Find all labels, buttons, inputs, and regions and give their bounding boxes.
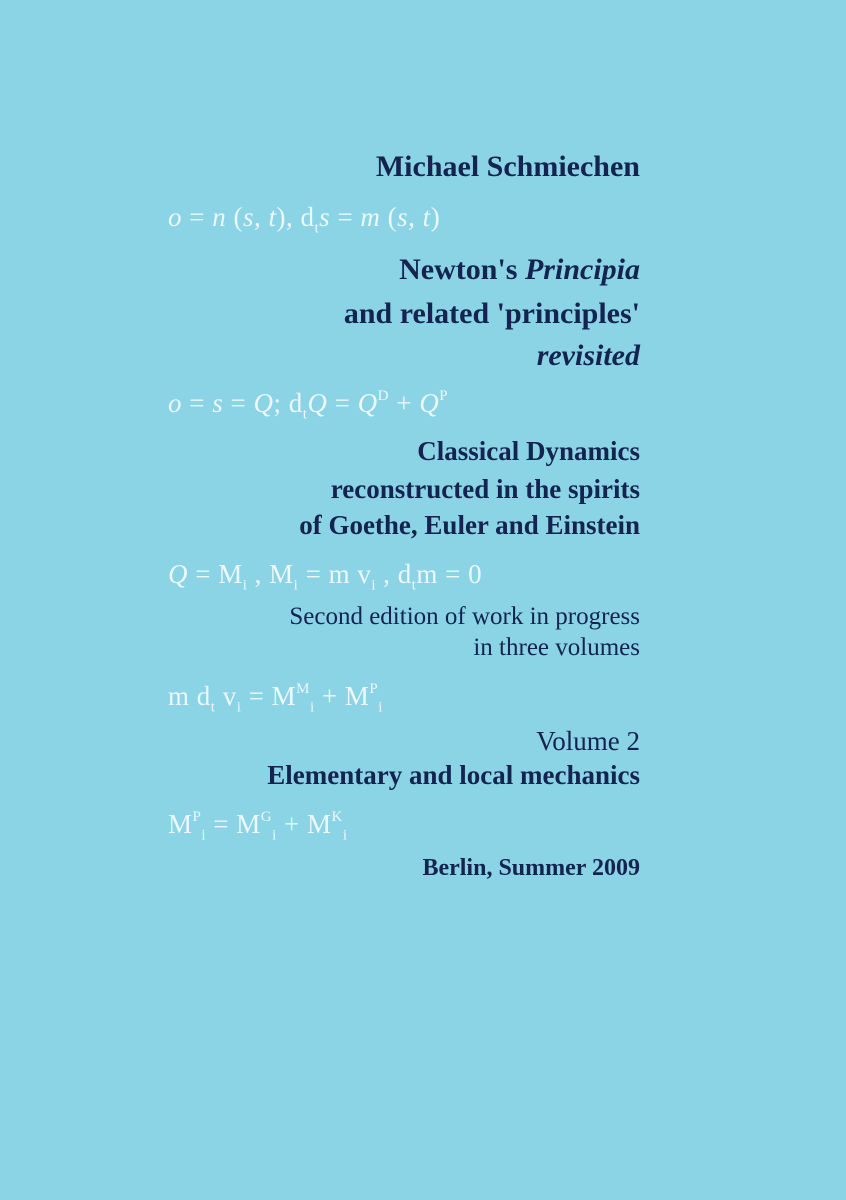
formula-part: i (371, 577, 376, 594)
formula-part: m = 0 (416, 559, 483, 589)
formula-part: s (319, 202, 331, 232)
formula-part: o (168, 388, 182, 418)
title-line-1 (399, 255, 640, 285)
formula-part: i (236, 699, 242, 716)
title-prefix: Newton's (399, 253, 525, 286)
formula-part: ; d (273, 388, 303, 418)
formula-part: i (293, 577, 299, 594)
formula-part: , M (247, 559, 294, 589)
formula-part: s, t (397, 202, 431, 232)
formula-part: = (182, 202, 213, 232)
volume-number: Volume 2 (536, 726, 640, 756)
formula-part: Q (307, 388, 328, 418)
formula-motion (168, 683, 383, 715)
edition-line-1: Second edition of work in progress (289, 603, 640, 630)
formula-quantity-balance (168, 390, 448, 422)
formula-kinematics (168, 204, 440, 236)
formula-part: + (389, 388, 420, 418)
subtitle-line-1: Classical Dynamics (417, 436, 640, 466)
title-line-2: and related 'principles' (343, 297, 640, 330)
formula-part: o (168, 202, 182, 232)
formula-part: m (360, 202, 381, 232)
formula-part: = m v (298, 559, 372, 589)
edition-line-2: in three volumes (473, 634, 640, 661)
formula-part: P (439, 388, 449, 404)
formula-part: i (242, 577, 248, 594)
formula-part: i (309, 699, 315, 716)
subtitle-line-2: reconstructed in the spirits (330, 474, 640, 504)
formula-part: ) (430, 202, 441, 232)
formula-part: + M (314, 681, 370, 711)
formula-part: , d (376, 559, 412, 589)
title-line-3: revisited (536, 339, 640, 372)
formula-part: Q (253, 388, 274, 418)
formula-part: = (327, 388, 358, 418)
formula-part: = M (188, 559, 243, 589)
formula-part: M (296, 681, 310, 697)
formula-part: ( (380, 202, 398, 232)
formula-part: s, t (242, 202, 277, 232)
formula-part: Q (168, 559, 188, 589)
title-italic: Principia (524, 253, 640, 286)
formula-part: + M (276, 809, 332, 839)
subtitle-line-3: of Goethe, Euler and Einstein (299, 510, 640, 540)
formula-part: i (378, 699, 383, 716)
formula-part: = (223, 388, 254, 418)
formula-part: D (377, 388, 389, 404)
formula-part: = M (241, 681, 297, 711)
formula-forces (168, 811, 348, 843)
formula-part: = (330, 202, 361, 232)
formula-part: t (411, 577, 417, 594)
formula-part: ( (226, 202, 243, 232)
formula-part: Q (419, 388, 440, 418)
formula-part: t (302, 406, 308, 423)
formula-part: K (331, 809, 343, 825)
formula-part: P (192, 809, 202, 825)
formula-part: s (212, 388, 224, 418)
author-name: Michael Schmiechen (375, 150, 640, 183)
formula-part: G (260, 809, 273, 825)
formula-part: ), d (276, 202, 315, 232)
formula-part: i (201, 827, 207, 844)
formula-part: t (314, 220, 320, 237)
formula-part: = (182, 388, 213, 418)
formula-part: n (212, 202, 227, 232)
formula-part: t (210, 699, 216, 716)
formula-part: v (215, 681, 237, 711)
formula-part: Q (357, 388, 378, 418)
formula-part: M (168, 809, 193, 839)
formula-part: = M (206, 809, 261, 839)
formula-part: i (342, 827, 348, 844)
formula-part: m d (168, 681, 211, 711)
formula-momentum (168, 561, 482, 593)
formula-part: i (272, 827, 277, 844)
volume-title: Elementary and local mechanics (267, 760, 640, 790)
formula-part: P (369, 681, 379, 697)
place-date: Berlin, Summer 2009 (422, 855, 640, 881)
